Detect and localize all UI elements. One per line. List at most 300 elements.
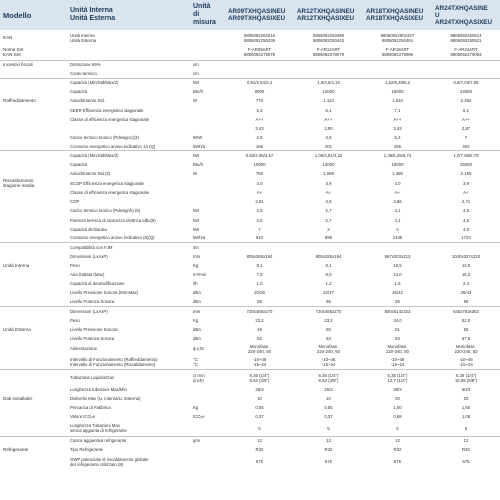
cell-value: 1,60 bbox=[461, 405, 471, 411]
cell-value: 1723 bbox=[432, 234, 500, 243]
table-row bbox=[0, 105, 500, 114]
row-label: Dislivello Max (U. interna/U. Esterna) bbox=[70, 395, 141, 401]
cell-value: 2,7 bbox=[325, 208, 332, 214]
table-row bbox=[0, 343, 500, 355]
cell-value: 2,87 bbox=[461, 125, 471, 131]
cell-value: -10~46 -15~24 bbox=[432, 355, 500, 370]
row-unit bbox=[190, 178, 225, 188]
cell-value bbox=[294, 243, 363, 252]
cell-value: 3 bbox=[327, 226, 330, 232]
section-label: Unità Esterna bbox=[3, 326, 31, 332]
cell-value: 2,6 bbox=[256, 217, 263, 223]
row-label: Capacità (Min/Std/Max/2) bbox=[70, 153, 119, 159]
cell-value: 805x285x194 bbox=[315, 253, 342, 259]
section-label bbox=[0, 403, 67, 412]
cell-value: 1,0 bbox=[256, 281, 263, 287]
cell-value: 805x285x194 bbox=[246, 253, 273, 259]
row-unit bbox=[190, 394, 225, 403]
cell-value bbox=[294, 69, 363, 78]
table-row bbox=[0, 234, 500, 243]
table-row bbox=[0, 169, 500, 178]
cell-value: 0,83/2,95/3,57 bbox=[245, 153, 274, 159]
section-label: Raffreddamento bbox=[3, 98, 36, 104]
cell-value bbox=[363, 60, 432, 69]
cell-value: 0,37 bbox=[255, 414, 264, 420]
cell-value: 1,3/3,5/4,15 bbox=[317, 80, 340, 86]
cell-value: 3,9 bbox=[325, 180, 332, 186]
cell-value: 6,1 bbox=[463, 107, 469, 113]
table-row bbox=[0, 325, 500, 334]
cell-value: 675 bbox=[462, 459, 470, 465]
section-label bbox=[0, 124, 67, 133]
cell-value: F-AR09ART 8806092379079 bbox=[225, 45, 294, 60]
cell-value: 55 bbox=[363, 297, 432, 306]
row-unit: kW bbox=[193, 80, 200, 86]
cell-value: 23,2 bbox=[255, 317, 264, 323]
cell-value: 6,35 (1/4") 15,88 (5/8") bbox=[454, 372, 478, 383]
cell-value: -10~46 -15~24 bbox=[294, 355, 363, 370]
table-row bbox=[0, 297, 500, 306]
table-row bbox=[0, 370, 500, 385]
table-row bbox=[0, 403, 500, 412]
cell-value: Monofase, 220-240, 50 bbox=[317, 343, 340, 354]
cell-value: 6,1 bbox=[325, 107, 332, 113]
row-unit: dBA bbox=[193, 335, 202, 341]
cell-value: 3,9 bbox=[463, 180, 469, 186]
cell-value: 402 bbox=[432, 142, 500, 151]
cell-value: F-AR18ART 8806092379086 bbox=[363, 45, 432, 60]
cell-value: 8806092262516 8806092250436 bbox=[243, 32, 276, 43]
row-unit: Btu/h bbox=[193, 162, 204, 168]
row-label: Capacità di deumidificazione bbox=[70, 281, 125, 287]
row-label: Assorbimento Std. bbox=[70, 98, 106, 104]
cell-value: 4,8 bbox=[463, 226, 469, 232]
model-col-3: AR18TXHQASINEU AR18TXHQASIXEU bbox=[363, 0, 432, 30]
row-unit bbox=[190, 115, 225, 124]
table-row bbox=[0, 216, 500, 225]
section-label bbox=[0, 252, 67, 261]
row-label: Tipo Refrigerante bbox=[70, 447, 104, 453]
section-label bbox=[0, 421, 67, 436]
cell-value: 10 bbox=[257, 395, 262, 401]
cell-value: 6,35 (1/4") 9,52 (3/8") bbox=[249, 372, 270, 383]
table-row bbox=[0, 454, 500, 469]
cell-value: 26/42 bbox=[392, 290, 403, 296]
section-label bbox=[0, 343, 67, 355]
row-unit: W bbox=[193, 98, 198, 104]
cell-value: 1,62/5,28/6,2 bbox=[384, 80, 411, 86]
cell-value: 4,0 bbox=[394, 180, 401, 186]
cell-value: 18000 bbox=[391, 162, 404, 168]
cell-value: 63 bbox=[395, 335, 400, 341]
row-unit bbox=[190, 30, 225, 45]
cell-value: 55 bbox=[225, 297, 294, 306]
section-label bbox=[0, 115, 67, 124]
row-label: SCOP Efficienza energetica stagionale bbox=[70, 180, 144, 186]
row-unit bbox=[190, 124, 225, 133]
cell-value: 1,00 bbox=[393, 405, 402, 411]
section-label bbox=[0, 142, 67, 151]
table-row bbox=[0, 355, 500, 370]
table-row bbox=[0, 445, 500, 454]
table-row bbox=[0, 96, 500, 105]
model-col-2: AR12TXHQASINEU AR12TXHQASIXEU bbox=[294, 0, 363, 30]
cell-value: A+ bbox=[325, 190, 332, 196]
cell-value: 18000 bbox=[391, 89, 404, 95]
cell-value: 0,37 bbox=[324, 414, 333, 420]
section-label bbox=[0, 151, 67, 160]
row-unit bbox=[190, 188, 225, 197]
table-row bbox=[0, 279, 500, 288]
table-row bbox=[0, 270, 500, 279]
table-row bbox=[0, 45, 500, 60]
row-unit: mm bbox=[193, 253, 201, 259]
row-label: Assorbimento Std.(2) bbox=[70, 171, 111, 177]
table-row bbox=[0, 288, 500, 297]
cell-value: Monofase, 220-240, 50 bbox=[386, 343, 409, 354]
section-label bbox=[0, 288, 67, 297]
cell-value: 3,56 bbox=[393, 199, 402, 205]
section-label bbox=[0, 436, 67, 445]
table-row bbox=[0, 306, 500, 315]
row-unit: m³/min bbox=[193, 272, 207, 278]
cell-value bbox=[432, 69, 500, 78]
section-label bbox=[0, 188, 67, 197]
table-row bbox=[0, 385, 500, 394]
cell-value: 1,0/7,55/8,79 bbox=[453, 153, 479, 159]
cell-value: 6,35 (1/4") 12,7 (1/2") bbox=[387, 372, 408, 383]
cell-value: 12 bbox=[257, 438, 262, 444]
cell-value: 4,8 bbox=[463, 208, 469, 214]
cell-value: A+ bbox=[256, 190, 263, 196]
table-row bbox=[0, 69, 500, 78]
row-label: Compatibilità con FJM bbox=[70, 245, 113, 251]
cell-value: 13000 bbox=[322, 162, 335, 168]
row-label: Livello Potenza Sonora bbox=[70, 335, 115, 341]
cell-value: 8,1 bbox=[325, 263, 332, 269]
cell-value: 20/36 bbox=[254, 290, 265, 296]
row-unit: Kg bbox=[193, 405, 199, 411]
table-row bbox=[0, 133, 500, 142]
cell-value: 3,91 bbox=[255, 199, 264, 205]
row-label: Lunghezza Tubazioni Max senza aggiunta di refrigerante bbox=[67, 421, 190, 436]
cell-value: 12 bbox=[463, 438, 469, 444]
cell-value: 12 bbox=[326, 438, 331, 444]
section-label bbox=[0, 297, 67, 306]
section-label bbox=[0, 316, 67, 325]
row-unit: g/m bbox=[193, 438, 201, 444]
cell-value: F-AR12ART 8806092379079 bbox=[294, 45, 363, 60]
row-unit bbox=[190, 445, 225, 454]
table-row bbox=[0, 394, 500, 403]
table-row bbox=[0, 252, 500, 261]
row-unit: kWh/a bbox=[190, 234, 225, 243]
cell-value: 967x302x213 bbox=[384, 253, 411, 259]
row-label: Dimensioni (LxAxP) bbox=[70, 308, 108, 314]
cell-value: 50/3 bbox=[461, 386, 471, 392]
cell-value bbox=[363, 69, 432, 78]
section-label bbox=[0, 160, 67, 169]
row-unit: s/n bbox=[190, 69, 225, 78]
section-label bbox=[0, 370, 67, 385]
cell-value: A+ bbox=[463, 190, 469, 196]
row-unit: Kg bbox=[193, 263, 199, 269]
cell-value: 1.113 bbox=[323, 98, 334, 104]
cell-value: 2,7 bbox=[325, 217, 332, 223]
row-unit bbox=[190, 105, 225, 114]
table-row bbox=[0, 151, 500, 160]
cell-value: 4,0 bbox=[256, 180, 263, 186]
row-unit: O mm (inch) bbox=[193, 372, 205, 383]
row-label: Tubazione Liquido/Gas bbox=[70, 375, 115, 381]
row-label: SEER Efficienza energetica stagionale bbox=[70, 107, 144, 113]
table-row bbox=[0, 160, 500, 169]
cell-value: 8806092283499 8806092250443 bbox=[312, 32, 345, 43]
section-label bbox=[0, 169, 67, 178]
cell-value: 1.480 bbox=[392, 171, 403, 177]
cell-value: 59 bbox=[432, 297, 500, 306]
section-label bbox=[0, 78, 67, 87]
cell-value: 20 bbox=[463, 395, 469, 401]
table-row bbox=[0, 178, 500, 188]
table-body bbox=[0, 30, 500, 469]
row-label: Classe di efficienza energetica stagionale bbox=[70, 190, 149, 196]
row-label: Capacità (Min/Std/Max/2) bbox=[70, 80, 119, 86]
section-label bbox=[0, 225, 67, 234]
table-row bbox=[0, 87, 500, 96]
table-row bbox=[0, 225, 500, 234]
row-label: Livello Potenza Sonora bbox=[67, 297, 190, 306]
cell-value: 14,0 bbox=[393, 272, 402, 278]
table-row bbox=[0, 334, 500, 343]
section-label bbox=[0, 105, 67, 114]
row-unit: ϕ,v,hz bbox=[193, 346, 205, 352]
row-unit: mm bbox=[193, 308, 201, 314]
cell-value: R32 bbox=[324, 447, 333, 453]
cell-value: 800x514x323 bbox=[384, 308, 411, 314]
row-label: Valore tCO₂e bbox=[70, 414, 95, 420]
cell-value: A++ bbox=[255, 116, 264, 122]
cell-value: A+ bbox=[394, 190, 401, 196]
section-label bbox=[0, 385, 67, 394]
cell-value: 2,8 bbox=[256, 134, 263, 140]
row-label: Carica aggiuntiva refrigerante bbox=[70, 438, 127, 444]
cell-value: 34,0 bbox=[393, 317, 402, 323]
table-row bbox=[0, 421, 500, 436]
cell-value: 1040x327x220 bbox=[451, 253, 481, 259]
row-label: Carico termico teorico (Pdesignc)(3) bbox=[70, 134, 139, 140]
table-row bbox=[0, 243, 500, 252]
row-unit: dBA bbox=[193, 326, 202, 332]
row-label: Consumo energetico annuo indicativo 14 (Q) bbox=[67, 142, 190, 151]
row-label: Conto termico bbox=[67, 69, 190, 78]
cell-value: 25000 bbox=[460, 162, 472, 168]
row-unit: W/W bbox=[193, 134, 203, 140]
cell-value: 770 bbox=[255, 98, 264, 104]
table-row bbox=[0, 60, 500, 69]
row-label bbox=[67, 124, 190, 133]
model-col-4: AR24TXHQASINE U AR24TXHQASIXEU bbox=[432, 0, 500, 30]
cell-value: 675 bbox=[255, 459, 264, 465]
table-row bbox=[0, 115, 500, 124]
cell-value: 55 bbox=[294, 297, 363, 306]
row-label: Dimensioni (LxAxP) bbox=[70, 253, 108, 259]
row-unit: dBA bbox=[190, 297, 225, 306]
cell-value: 12 bbox=[395, 438, 400, 444]
model-header: Modello bbox=[0, 0, 67, 30]
cell-value: 5 bbox=[225, 421, 294, 436]
cell-value: 0,91/2,64/3,4 bbox=[246, 80, 273, 86]
row-unit bbox=[190, 421, 225, 436]
section-label bbox=[0, 306, 67, 315]
row-label: Livello Pressione Sonora (Min-Max) bbox=[70, 290, 139, 296]
cell-value: 720x485x270 bbox=[315, 308, 342, 314]
cell-value: 12000 bbox=[322, 89, 335, 95]
cell-value: 1,2 bbox=[325, 281, 332, 287]
cell-value: 201 bbox=[294, 142, 363, 151]
section-label: Riscaldamento stagione media bbox=[3, 178, 35, 189]
row-unit: °C °C bbox=[190, 355, 225, 370]
section-label: EAN bbox=[3, 35, 13, 40]
cell-value: 999 bbox=[294, 234, 363, 243]
cell-value: Monofase, 220-240, 50 bbox=[248, 343, 271, 354]
table-row bbox=[0, 124, 500, 133]
row-label: Capacità bbox=[70, 162, 87, 168]
cell-value: 156 bbox=[225, 142, 294, 151]
row-unit: kW bbox=[193, 217, 200, 223]
cell-value: 0,55 bbox=[255, 405, 264, 411]
cell-value: 63 bbox=[326, 335, 331, 341]
row-label: Precarica di Fabbrica bbox=[70, 405, 111, 411]
cell-value: 5 bbox=[294, 421, 363, 436]
cell-value: 16,3 bbox=[461, 272, 471, 278]
row-label: Carico termico teorico (Pdesignh) (5) bbox=[70, 208, 141, 214]
cell-value: 8,1 bbox=[256, 263, 263, 269]
cell-value: 10000 bbox=[253, 162, 266, 168]
cell-value bbox=[225, 69, 294, 78]
cell-value: 675 bbox=[393, 459, 402, 465]
cell-value bbox=[363, 243, 432, 252]
row-label: Capacità bbox=[70, 89, 87, 95]
cell-value: 910 bbox=[225, 234, 294, 243]
row-unit: kW bbox=[193, 153, 200, 159]
row-label: Peso bbox=[70, 263, 80, 269]
cell-value: 750 bbox=[255, 171, 264, 177]
cell-value: F-AR24ART 8806092379093 bbox=[432, 45, 500, 60]
table-row bbox=[0, 206, 500, 215]
cell-value: 2,90 bbox=[324, 125, 333, 131]
cell-value: 49 bbox=[257, 326, 262, 332]
row-unit bbox=[190, 197, 225, 206]
cell-value: 256 bbox=[363, 142, 432, 151]
table-header bbox=[0, 0, 500, 30]
section-label bbox=[0, 243, 67, 252]
cell-value: 50 bbox=[326, 326, 331, 332]
row-unit: kW bbox=[193, 226, 200, 232]
cell-value: 30/3 bbox=[393, 386, 402, 392]
cell-value bbox=[294, 60, 363, 69]
row-label: COP bbox=[70, 199, 80, 205]
cell-value: 2.150 bbox=[460, 171, 472, 177]
section-label bbox=[0, 334, 67, 343]
row-unit: Btu/h bbox=[193, 89, 204, 95]
cell-value: 10,5 bbox=[393, 263, 402, 269]
cell-value: 3,43 bbox=[393, 125, 402, 131]
cell-value: 845x793x363 bbox=[453, 308, 479, 314]
row-label: Aria trattata (Max) bbox=[70, 272, 105, 278]
section-label bbox=[0, 69, 67, 78]
cell-value: 4,1 bbox=[394, 208, 401, 214]
section-label bbox=[0, 133, 67, 142]
cell-value: 25/3 bbox=[255, 386, 264, 392]
cell-value: 3,5 bbox=[325, 199, 332, 205]
cell-value: 675 bbox=[324, 459, 333, 465]
cell-value: 1,36/5,28/6,74 bbox=[383, 153, 412, 159]
row-unit: s/n bbox=[193, 62, 199, 68]
cell-value: 1.634 bbox=[392, 98, 403, 104]
cell-value bbox=[225, 60, 294, 69]
cell-value: 12,5 bbox=[461, 263, 471, 269]
table-row bbox=[0, 316, 500, 325]
cell-value: 6,3 bbox=[256, 107, 263, 113]
cell-value: R32 bbox=[393, 447, 402, 453]
row-label: Detrazione 65% bbox=[70, 62, 101, 68]
cell-value: 9,0 bbox=[325, 272, 332, 278]
row-unit: s/n bbox=[193, 245, 199, 251]
section-label: Unità Interna bbox=[3, 263, 30, 269]
table-row bbox=[0, 197, 500, 206]
cell-value: -10~46 -15~24 bbox=[363, 355, 432, 370]
cell-value: 7,8 bbox=[256, 272, 263, 278]
cell-value: 22/37 bbox=[323, 290, 334, 296]
cell-value: 10 bbox=[326, 395, 331, 401]
row-label: Alimentazione bbox=[70, 346, 97, 352]
cell-value: 25/3 bbox=[324, 386, 333, 392]
row-label: Unità Interna Unità Esterna bbox=[70, 32, 97, 43]
section-label bbox=[0, 216, 67, 225]
table-row bbox=[0, 436, 500, 445]
cell-value: A++ bbox=[324, 116, 333, 122]
cell-value: 29/43 bbox=[460, 290, 472, 296]
cell-value: R32 bbox=[255, 447, 264, 453]
cell-value: 2,71 bbox=[461, 199, 471, 205]
row-unit: W bbox=[193, 171, 198, 177]
row-unit bbox=[190, 385, 225, 394]
cell-value: 720x485x270 bbox=[246, 308, 273, 314]
section-label bbox=[0, 206, 67, 215]
cell-value bbox=[432, 60, 500, 69]
row-label: Classe di efficienza energetica stagionale bbox=[70, 116, 149, 122]
cell-value: 7 bbox=[464, 134, 468, 140]
cell-value: A++ bbox=[393, 116, 402, 122]
row-unit bbox=[190, 45, 225, 60]
row-unit: kWh/a bbox=[190, 142, 225, 151]
cell-value: 2,6 bbox=[256, 208, 263, 214]
row-label: Capacità dichiarata bbox=[70, 226, 107, 232]
cell-value: 4,8 bbox=[463, 217, 469, 223]
cell-value: 1,08 bbox=[461, 414, 471, 420]
row-label: Consumo energetico annuo indicativo (6)(Q) bbox=[67, 234, 190, 243]
cell-value: 62 bbox=[257, 335, 262, 341]
model-col-1: AR09TXHQASINEU AR09TXHQASIXEU bbox=[225, 0, 294, 30]
table-row bbox=[0, 412, 500, 421]
cell-value: 6,35 (1/4") 9,52 (3/8") bbox=[318, 372, 339, 383]
cell-value: 4,1 bbox=[394, 217, 401, 223]
section-label: Refrigerante bbox=[3, 447, 29, 453]
row-label: Livello Pressione Sonora bbox=[70, 326, 118, 332]
cell-value: 0,55 bbox=[324, 405, 333, 411]
table-row bbox=[0, 142, 500, 151]
